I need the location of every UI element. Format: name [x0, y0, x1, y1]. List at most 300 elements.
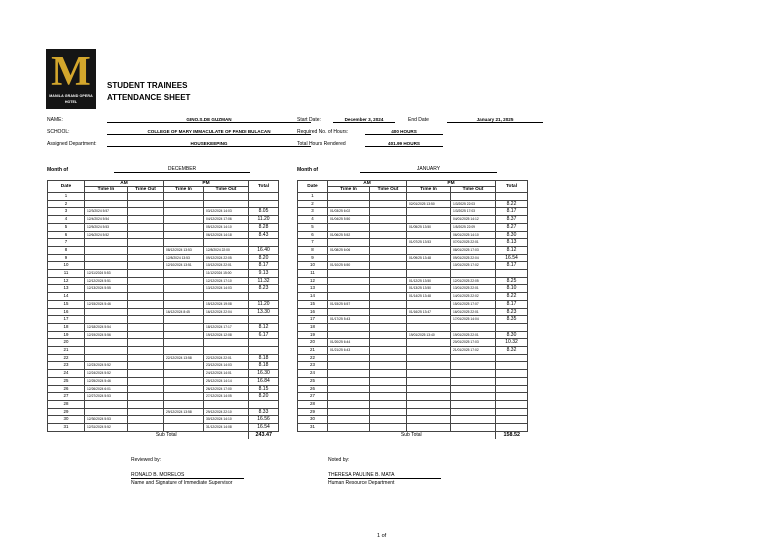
pm-time-in-cell: 01/05/25 13:50 — [407, 223, 451, 231]
pm-time-out-cell: 16/01/2025 22:01 — [451, 308, 496, 316]
am-time-in-cell: 12/24/2024 5:52 — [85, 370, 128, 378]
pm-time-in-cell — [164, 293, 204, 301]
pm-time-out-cell — [451, 400, 496, 408]
date-cell: 23 — [48, 362, 85, 370]
pm-time-out-cell: 05/12/2024 14:10 — [204, 223, 249, 231]
pm-time-in-cell — [164, 339, 204, 347]
date-header: Date — [298, 181, 328, 193]
am-time-out-cell — [128, 377, 164, 385]
am-time-out-cell — [128, 293, 164, 301]
department-value: HOUSEKEEPING — [107, 141, 311, 147]
pm-time-out-cell — [451, 408, 496, 416]
table-row — [48, 362, 279, 370]
table-row — [48, 408, 279, 416]
date-cell: 21 — [298, 347, 328, 355]
total-cell: 8.23 — [496, 308, 528, 316]
table-row — [48, 424, 279, 432]
am-time-in-cell — [328, 223, 370, 231]
pm-time-in-cell: 22/12/2024 13:58 — [164, 354, 204, 362]
am-time-out-cell — [370, 400, 407, 408]
total-cell: 8.32 — [496, 347, 528, 355]
date-cell: 5 — [298, 223, 328, 231]
am-time-in-cell: 12/11/2024 5:53 — [85, 270, 128, 278]
subtotal-spacer — [298, 431, 328, 438]
table-row — [48, 400, 279, 408]
am-time-in-cell — [328, 293, 370, 301]
total-cell: 16.40 — [249, 246, 279, 254]
pm-time-in-cell — [407, 347, 451, 355]
table-row — [298, 347, 528, 355]
am-time-out-cell — [128, 362, 164, 370]
pm-time-out-cell: 04/12/2024 17:06 — [204, 216, 249, 224]
am-time-in-cell: 12/23/2024 5:52 — [85, 362, 128, 370]
pm-time-out-cell — [451, 393, 496, 401]
pm-time-in-cell — [407, 339, 451, 347]
am-time-in-cell: 01/08/25 6:06 — [328, 246, 370, 254]
pm-time-in-cell — [407, 323, 451, 331]
pm-time-in-cell: 08/12/2024 13:53 — [164, 246, 204, 254]
am-time-out-cell — [370, 416, 407, 424]
date-cell: 31 — [298, 424, 328, 432]
date-cell: 23 — [298, 362, 328, 370]
am-time-in-cell: 12/4/2024 5:54 — [85, 216, 128, 224]
am-time-out-cell — [128, 393, 164, 401]
total-cell — [249, 316, 279, 324]
table-row — [48, 262, 279, 270]
pm-time-in-cell — [164, 270, 204, 278]
am-time-in-cell — [328, 323, 370, 331]
am-time-out-cell — [370, 331, 407, 339]
am-time-out-cell — [128, 308, 164, 316]
date-cell: 19 — [298, 331, 328, 339]
am-time-out-cell — [370, 424, 407, 432]
total-cell: 8.13 — [496, 239, 528, 247]
date-cell: 2 — [298, 200, 328, 208]
total-cell — [496, 377, 528, 385]
date-cell: 8 — [298, 246, 328, 254]
subtotal-value: 158.52 — [496, 431, 528, 438]
am-time-out-cell — [128, 354, 164, 362]
am-time-out-cell — [128, 223, 164, 231]
am-time-out-cell — [128, 208, 164, 216]
total-cell: 11.20 — [249, 216, 279, 224]
total-cell — [249, 400, 279, 408]
am-time-out-cell — [370, 262, 407, 270]
table-row — [48, 308, 279, 316]
am-time-in-cell — [328, 424, 370, 432]
total-cell: 8.17 — [496, 262, 528, 270]
am-time-in-cell: 12/18/2024 5:54 — [85, 323, 128, 331]
am-time-in-cell — [85, 400, 128, 408]
am-time-in-cell: 01/06/25 5:52 — [328, 231, 370, 239]
table-row — [298, 300, 528, 308]
pm-time-out-header: Time Out — [204, 187, 249, 193]
date-cell: 2 — [48, 200, 85, 208]
pm-time-out-cell: 1/3/2025 17:03 — [451, 208, 496, 216]
date-cell: 27 — [298, 393, 328, 401]
table-row — [298, 223, 528, 231]
date-cell: 27 — [48, 393, 85, 401]
am-time-out-cell — [128, 200, 164, 208]
end-date-value: January 21, 2025 — [447, 117, 543, 123]
pm-time-in-cell: 01/12/25 13:50 — [407, 277, 451, 285]
date-cell: 4 — [298, 216, 328, 224]
table-row — [298, 277, 528, 285]
am-time-out-cell — [128, 424, 164, 432]
pm-time-in-header: Time In — [164, 187, 204, 193]
pm-time-out-cell — [451, 416, 496, 424]
pm-time-in-cell — [164, 216, 204, 224]
total-cell: 8.23 — [249, 285, 279, 293]
total-cell: 6.17 — [249, 331, 279, 339]
pm-time-out-cell — [204, 347, 249, 355]
pm-time-out-cell: 1/5/2025 22:09 — [451, 223, 496, 231]
am-time-out-header: Time Out — [128, 187, 164, 193]
pm-time-out-cell: 09/12/2024 22:05 — [204, 254, 249, 262]
hotel-logo — [46, 49, 96, 109]
am-time-in-cell: 01/21/25 6:43 — [328, 347, 370, 355]
date-cell: 10 — [298, 262, 328, 270]
table-row — [48, 293, 279, 301]
pm-time-in-cell — [407, 262, 451, 270]
date-header: Date — [48, 181, 85, 193]
am-time-in-cell — [85, 354, 128, 362]
table-row — [48, 231, 279, 239]
total-cell — [496, 354, 528, 362]
am-time-out-cell — [370, 316, 407, 324]
total-cell: 8.12 — [249, 323, 279, 331]
am-time-in-cell — [85, 200, 128, 208]
table-row — [298, 293, 528, 301]
am-time-out-cell — [370, 193, 407, 201]
am-time-in-cell: 12/13/2024 5:55 — [85, 285, 128, 293]
total-cell — [496, 408, 528, 416]
table-row — [298, 416, 528, 424]
table-row — [48, 223, 279, 231]
date-cell: 6 — [48, 231, 85, 239]
table-row — [48, 216, 279, 224]
am-time-out-cell — [128, 347, 164, 355]
table-row — [298, 354, 528, 362]
table-row — [298, 362, 528, 370]
total-cell: 8.17 — [496, 208, 528, 216]
date-cell: 28 — [48, 400, 85, 408]
total-cell: 11.20 — [249, 300, 279, 308]
am-time-in-cell: 12/25/2024 5:46 — [85, 377, 128, 385]
date-cell: 7 — [48, 239, 85, 247]
total-cell: 8.18 — [249, 354, 279, 362]
am-time-in-cell — [328, 308, 370, 316]
table-row — [298, 216, 528, 224]
am-time-out-cell — [128, 339, 164, 347]
pm-time-in-cell — [407, 424, 451, 432]
pm-time-in-cell — [164, 208, 204, 216]
am-time-out-cell — [370, 277, 407, 285]
am-time-in-cell: 12/15/2024 5:46 — [85, 300, 128, 308]
total-cell — [496, 385, 528, 393]
am-time-in-cell — [85, 339, 128, 347]
table-row — [298, 385, 528, 393]
total-cell — [496, 362, 528, 370]
am-time-out-cell — [128, 331, 164, 339]
total-cell — [249, 200, 279, 208]
pm-time-out-cell — [451, 323, 496, 331]
am-time-in-cell — [85, 262, 128, 270]
pm-time-in-cell: 12/10/2024 13:51 — [164, 262, 204, 270]
am-time-out-cell — [370, 270, 407, 278]
total-cell: 8.18 — [249, 362, 279, 370]
total-header: Total — [496, 181, 528, 193]
total-cell — [249, 239, 279, 247]
am-time-in-cell — [328, 285, 370, 293]
am-time-in-cell — [328, 193, 370, 201]
pm-time-in-cell — [164, 331, 204, 339]
total-cell: 13.30 — [249, 308, 279, 316]
noter-name: THERESA PAULINE B. MATA — [328, 472, 441, 479]
noter-title: Human Resource Department — [328, 480, 395, 486]
am-time-out-cell — [370, 216, 407, 224]
pm-time-in-cell — [164, 300, 204, 308]
am-time-in-cell: 12/30/2024 5:53 — [85, 416, 128, 424]
date-cell: 18 — [48, 323, 85, 331]
am-time-out-cell — [128, 277, 164, 285]
pm-time-out-cell — [451, 385, 496, 393]
date-cell: 25 — [298, 377, 328, 385]
am-time-out-cell — [128, 323, 164, 331]
table-row — [48, 239, 279, 247]
date-cell: 30 — [48, 416, 85, 424]
total-cell: 8.15 — [249, 385, 279, 393]
am-time-in-cell — [328, 200, 370, 208]
am-time-out-cell — [128, 216, 164, 224]
january-attendance-table — [297, 180, 528, 439]
pm-time-in-cell — [407, 216, 451, 224]
pm-time-out-cell: 25/12/2024 14:14 — [204, 377, 249, 385]
date-cell: 13 — [48, 285, 85, 293]
am-time-in-cell — [328, 370, 370, 378]
table-row — [298, 285, 528, 293]
pm-time-in-cell — [164, 347, 204, 355]
table-row — [298, 400, 528, 408]
pm-time-in-cell: 29/12/2024 13:58 — [164, 408, 204, 416]
table-row — [298, 424, 528, 432]
am-time-out-cell — [370, 246, 407, 254]
pm-time-in-cell — [407, 354, 451, 362]
am-time-in-cell — [328, 377, 370, 385]
date-cell: 3 — [298, 208, 328, 216]
pm-time-out-cell: 17/01/2025 14:04 — [451, 316, 496, 324]
pm-time-in-cell — [164, 193, 204, 201]
title-line2: ATTENDANCE SHEET — [107, 93, 191, 102]
am-time-out-cell — [128, 231, 164, 239]
am-time-out-cell — [128, 400, 164, 408]
pm-time-in-cell — [407, 316, 451, 324]
table-row — [298, 393, 528, 401]
pm-time-out-cell: 12/01/2025 22:05 — [451, 277, 496, 285]
date-cell: 20 — [48, 339, 85, 347]
date-cell: 20 — [298, 339, 328, 347]
table-row — [48, 377, 279, 385]
pm-time-out-cell — [204, 293, 249, 301]
total-cell: 8.28 — [249, 223, 279, 231]
right-month-label: Month of — [297, 167, 319, 173]
pm-time-out-cell: 08/01/2025 17:03 — [451, 246, 496, 254]
table-row — [48, 277, 279, 285]
pm-time-out-cell: 24/12/2024 14:01 — [204, 370, 249, 378]
total-cell — [496, 270, 528, 278]
total-cell: 8.20 — [249, 393, 279, 401]
right-month-value: JANUARY — [360, 166, 497, 173]
table-row — [298, 316, 528, 324]
table-row — [298, 246, 528, 254]
pm-time-in-cell — [164, 285, 204, 293]
total-cell — [249, 293, 279, 301]
am-time-out-cell — [370, 362, 407, 370]
date-cell: 15 — [298, 300, 328, 308]
pm-time-out-cell — [204, 239, 249, 247]
table-row — [298, 331, 528, 339]
am-time-out-cell — [370, 300, 407, 308]
date-cell: 24 — [298, 370, 328, 378]
pm-time-in-cell — [407, 385, 451, 393]
am-time-out-cell — [128, 270, 164, 278]
am-time-out-cell — [370, 393, 407, 401]
date-cell: 29 — [48, 408, 85, 416]
pm-time-out-cell: 1/3/2025 22:03 — [451, 200, 496, 208]
table-row — [48, 370, 279, 378]
am-time-out-cell — [370, 254, 407, 262]
pm-time-in-cell: 01/14/25 13:48 — [407, 293, 451, 301]
pm-time-out-cell: 20/01/2025 17:03 — [451, 339, 496, 347]
total-cell: 8.30 — [496, 231, 528, 239]
am-time-in-cell — [85, 239, 128, 247]
table-row — [298, 339, 528, 347]
am-time-in-cell: 01/20/25 6:44 — [328, 339, 370, 347]
date-cell: 5 — [48, 223, 85, 231]
total-cell: 8.25 — [496, 277, 528, 285]
total-cell: 8.22 — [496, 200, 528, 208]
am-time-out-cell — [370, 354, 407, 362]
date-cell: 11 — [298, 270, 328, 278]
am-time-in-cell — [328, 408, 370, 416]
am-time-out-cell — [370, 239, 407, 247]
pm-time-out-cell — [451, 362, 496, 370]
am-time-in-cell: 12/6/2024 5:52 — [85, 231, 128, 239]
total-cell — [496, 393, 528, 401]
total-cell: 9.13 — [249, 270, 279, 278]
table-row — [298, 193, 528, 201]
total-cell — [496, 416, 528, 424]
am-time-out-cell — [128, 385, 164, 393]
pm-time-in-cell — [407, 393, 451, 401]
am-time-in-cell — [85, 347, 128, 355]
pm-time-in-cell — [407, 370, 451, 378]
date-cell: 25 — [48, 377, 85, 385]
pm-time-out-cell: 15/01/2025 17:07 — [451, 300, 496, 308]
pm-time-in-cell — [164, 424, 204, 432]
pm-time-out-cell — [451, 270, 496, 278]
pm-time-out-cell — [451, 370, 496, 378]
pm-time-out-cell: 09/01/2025 22:04 — [451, 254, 496, 262]
am-time-out-cell — [370, 308, 407, 316]
total-cell: 8.17 — [496, 300, 528, 308]
logo-letter: M — [51, 49, 91, 95]
am-header: AM — [328, 181, 407, 187]
date-cell: 11 — [48, 270, 85, 278]
date-cell: 17 — [48, 316, 85, 324]
date-cell: 9 — [48, 254, 85, 262]
reviewed-by-label: Reviewed by: — [131, 457, 162, 463]
date-cell: 31 — [48, 424, 85, 432]
total-cell — [249, 347, 279, 355]
date-cell: 17 — [298, 316, 328, 324]
pm-time-in-cell — [164, 200, 204, 208]
required-hours-value: 400 HOURS — [365, 129, 443, 135]
pm-time-out-cell: 13/12/2024 14:03 — [204, 285, 249, 293]
am-time-out-cell — [370, 323, 407, 331]
table-row — [298, 408, 528, 416]
department-label: Assigned Department: — [47, 141, 97, 147]
pm-time-in-cell — [164, 223, 204, 231]
am-time-in-cell — [85, 193, 128, 201]
pm-time-out-cell: 23/12/2024 14:03 — [204, 362, 249, 370]
table-row — [48, 416, 279, 424]
pm-time-out-cell: 03/12/2024 14:03 — [204, 208, 249, 216]
am-time-out-cell — [370, 370, 407, 378]
pm-time-in-cell — [407, 400, 451, 408]
total-cell: 10.32 — [496, 339, 528, 347]
table-row — [48, 323, 279, 331]
pm-time-out-cell: 06/12/2024 14:18 — [204, 231, 249, 239]
pm-time-in-cell — [164, 231, 204, 239]
date-cell: 26 — [298, 385, 328, 393]
table-row — [298, 308, 528, 316]
subtotal-label: Sub Total — [85, 431, 249, 438]
pm-time-out-cell: 04/01/2025 14:12 — [451, 216, 496, 224]
date-cell: 12 — [48, 277, 85, 285]
am-time-out-cell — [128, 246, 164, 254]
am-time-in-cell — [328, 385, 370, 393]
am-time-out-cell — [370, 208, 407, 216]
pm-time-in-cell — [407, 408, 451, 416]
date-cell: 10 — [48, 262, 85, 270]
am-time-in-header: Time In — [85, 187, 128, 193]
pm-time-out-cell: 15/12/2024 19:08 — [204, 300, 249, 308]
total-cell: 16.30 — [249, 370, 279, 378]
am-time-in-cell: 12/31/2024 5:52 — [85, 424, 128, 432]
pm-time-out-cell: 22/12/2024 22:01 — [204, 354, 249, 362]
school-label: SCHOOL: — [47, 129, 70, 135]
am-time-in-cell: 12/12/2024 5:51 — [85, 277, 128, 285]
date-cell: 1 — [48, 193, 85, 201]
am-time-in-cell — [85, 246, 128, 254]
total-cell: 16.56 — [249, 416, 279, 424]
pm-time-out-cell — [451, 377, 496, 385]
am-time-in-cell — [85, 408, 128, 416]
total-cell: 8.37 — [496, 216, 528, 224]
pm-time-in-cell — [407, 270, 451, 278]
pm-time-in-cell: 01/07/25 13:53 — [407, 239, 451, 247]
pm-time-out-cell: 14/01/2025 22:02 — [451, 293, 496, 301]
table-row — [298, 262, 528, 270]
am-time-in-cell: 01/17/25 5:43 — [328, 316, 370, 324]
total-cell: 8.22 — [496, 293, 528, 301]
am-time-out-cell — [370, 285, 407, 293]
am-time-out-header: Time Out — [370, 187, 407, 193]
am-time-out-cell — [128, 416, 164, 424]
am-time-out-cell — [370, 385, 407, 393]
date-cell: 6 — [298, 231, 328, 239]
